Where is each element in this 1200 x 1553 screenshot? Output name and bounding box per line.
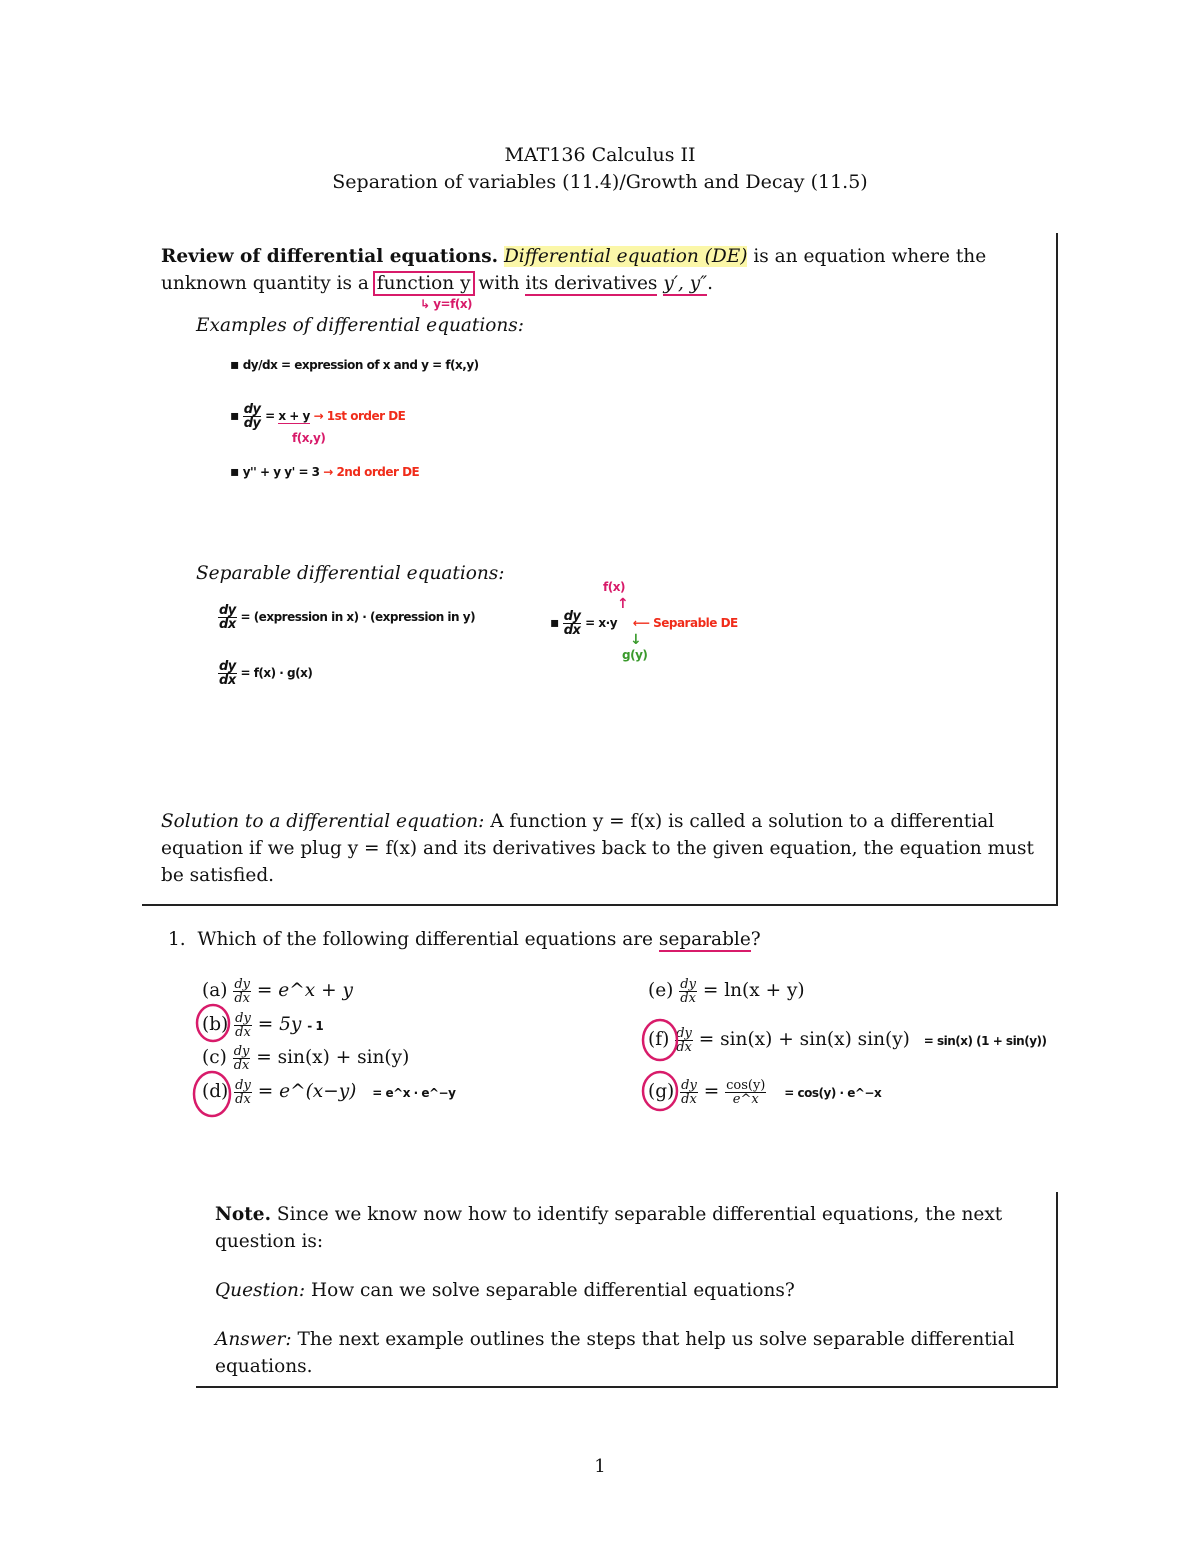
- option-d: [202, 1078, 455, 1107]
- separable-label: Separable differential equations:: [196, 563, 505, 584]
- option-a: [202, 977, 353, 1005]
- solution-text-1: A function y = f(x) is called a solution to a differential: [484, 811, 995, 832]
- ink-fx: f(x): [603, 580, 625, 594]
- ink-gy: g(y): [622, 648, 648, 662]
- option-rhs: = sin(x) + sin(y): [256, 1047, 410, 1068]
- option-rhs: = sin(x) + sin(x) sin(y): [698, 1029, 910, 1050]
- dy-dx-fraction: $\frac{dy}{dx}$: [219, 659, 236, 688]
- option-label: (a): [202, 980, 228, 1001]
- dy-dx-fraction: $\frac{dy}{dx}$: [234, 976, 251, 1006]
- example-2-rhs: x + y: [278, 409, 310, 423]
- question-number: 1.: [168, 929, 186, 950]
- option-b: [202, 1011, 323, 1040]
- separable-example: [550, 610, 738, 637]
- option-note: - 1: [307, 1019, 324, 1033]
- solution-line3: be satisfied.: [161, 865, 275, 886]
- ink-up-arrow: ↑: [617, 596, 629, 612]
- solution-line2: equation if we plug y = f(x) and its derivatives back to the given equation, the equation must: [161, 838, 1034, 859]
- dy-dx-fraction: $\frac{dy}{dx}$: [219, 603, 236, 632]
- bullet: ▪: [230, 408, 239, 424]
- option-rhs: = 5y: [257, 1014, 302, 1035]
- fraction-numerator: cos(y): [726, 1077, 766, 1093]
- answer-label: Answer:: [215, 1329, 292, 1350]
- dy-dx-fraction: $\frac{dy}{dx}$: [676, 1025, 692, 1055]
- ink-down-arrow: ↓: [630, 632, 642, 648]
- function-term: function y: [376, 273, 471, 294]
- question-label: Question:: [215, 1280, 306, 1301]
- option-c: [202, 1044, 409, 1072]
- example-2-underbrace: f(x,y): [292, 431, 326, 445]
- derivatives-notation: y′, y″: [663, 273, 708, 294]
- separable-form-1: [218, 604, 475, 631]
- review-heading: Review of differential equations.: [161, 246, 499, 267]
- separable-example-rhs: = x·y: [585, 616, 618, 630]
- question-1: [168, 926, 761, 953]
- separable-form-1-text: = (expression in x) · (expression in y): [240, 610, 476, 624]
- note-heading: Note.: [215, 1204, 272, 1225]
- option-label: (f): [648, 1029, 670, 1050]
- bullet: ▪: [230, 357, 239, 373]
- dy-dx-fraction: $\frac{dy}{dx}$: [233, 1043, 250, 1073]
- option-rhs: = e^x + y: [256, 980, 353, 1001]
- separable-form-2: [218, 660, 312, 687]
- option-rhs: = e^(x−y): [257, 1081, 357, 1102]
- derivatives-term: its derivatives: [525, 273, 658, 294]
- solution-line1: [161, 808, 1041, 835]
- option-f: [648, 1026, 1047, 1055]
- separable-form-2-text: = f(x) · g(x): [240, 666, 313, 680]
- note-answer-line2: equations.: [215, 1356, 313, 1377]
- review-line2-end: .: [707, 273, 713, 294]
- cos-over-ex-fraction: [725, 1079, 766, 1106]
- de-term: Differential equation (DE): [503, 246, 748, 267]
- option-label: (c): [202, 1047, 227, 1068]
- option-note: = sin(x) (1 + sin(y)): [923, 1034, 1047, 1048]
- note-question: [215, 1277, 795, 1304]
- dy-dx-fraction: $\frac{dy}{dx}$: [235, 1010, 251, 1040]
- option-label: (b): [202, 1014, 229, 1035]
- option-g: (g) $\frac{dy}{dx}$ = $\frac{\cos(y)}{e\^{}x}$ = cos(y) · e^−x: [648, 1077, 882, 1107]
- option-rhs: = ln(x + y): [702, 980, 805, 1001]
- page-subtitle: Separation of variables (11.4)/Growth and Decay (11.5): [332, 171, 868, 193]
- example-3-text: y'' + y y' = 3: [242, 465, 320, 479]
- example-3: [230, 464, 419, 480]
- dy-dx-fraction: $\frac{dy}{dx}$: [235, 1077, 251, 1107]
- note-answer-line1: [215, 1326, 1041, 1353]
- option-label: (g): [648, 1081, 675, 1102]
- bullet: ▪: [550, 615, 559, 631]
- page-number: 1: [594, 1456, 606, 1477]
- question-mark: ?: [750, 929, 761, 950]
- example-3-order: → 2nd order DE: [323, 465, 420, 479]
- option-label: (e): [648, 980, 674, 1001]
- review-line2-a: unknown quantity is a: [161, 273, 375, 294]
- option-label: (d): [202, 1081, 229, 1102]
- ink-y-equals-fx: ↳ y=f(x): [420, 297, 473, 311]
- option-note: = e^x · e^−y: [372, 1086, 456, 1100]
- dy-dx-fraction: $\frac{dy}{dx}$: [680, 976, 696, 1006]
- example-2: ▪ $\frac{dy}{dy}$ = x + y → 1st order DE: [230, 402, 406, 431]
- dy-dx-fraction: $\frac{dy}{dx}$: [681, 1077, 697, 1107]
- example-2-order: → 1st order DE: [313, 409, 406, 423]
- answer-text-1: The next example outlines the steps that help us solve separable differential: [291, 1329, 1015, 1350]
- separable-example-label: ⟵ Separable DE: [632, 616, 738, 630]
- example-1-text: dy/dx = expression of x and y = f(x,y): [242, 358, 479, 372]
- examples-label: Examples of differential equations:: [196, 315, 525, 336]
- note-line1: [215, 1201, 1041, 1228]
- separable-term: separable: [658, 929, 751, 950]
- review-line1: [161, 243, 1041, 270]
- question-text: Which of the following differential equations are: [197, 929, 659, 950]
- dy-dx-fraction: $\frac{dy}{dx}$: [563, 609, 581, 638]
- question-text: How can we solve separable differential equations?: [305, 1280, 795, 1301]
- fraction-denominator: e^x: [732, 1091, 759, 1107]
- review-line1-rest: is an equation where the: [747, 246, 987, 267]
- bullet: ▪: [230, 464, 239, 480]
- option-e: [648, 977, 805, 1005]
- course-title: MAT136 Calculus II: [504, 144, 696, 166]
- note-text-1: Since we know now how to identify separable differential equations, the next: [271, 1204, 1003, 1225]
- solution-label: Solution to a differential equation:: [161, 811, 485, 832]
- note-line2: question is:: [215, 1231, 324, 1252]
- example-1: [230, 357, 479, 373]
- option-note: = cos(y) · e^−x: [784, 1086, 882, 1100]
- review-line2: [161, 270, 1041, 297]
- dy-dy-fraction: $\frac{dy}{dy}$: [243, 402, 261, 431]
- review-line2-b: with: [472, 273, 526, 294]
